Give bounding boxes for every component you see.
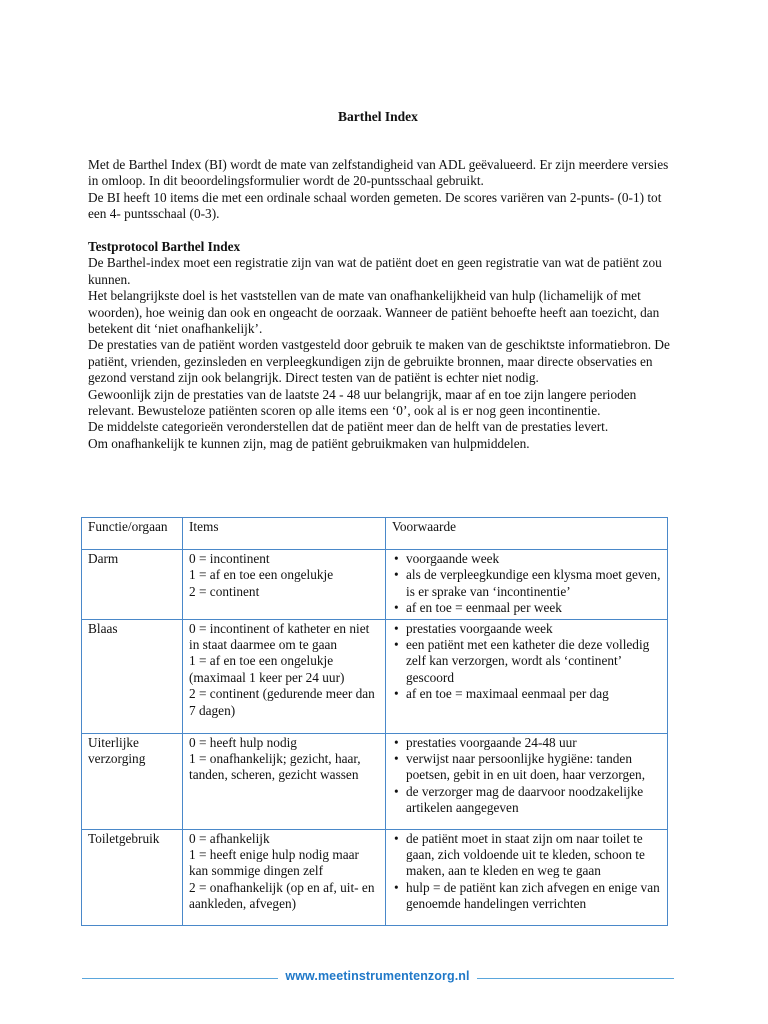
header-conditions: Voorwaarde [386,518,668,550]
conditions-list [392,735,661,817]
items-cell [183,733,386,829]
function-cell: Toiletgebruik [82,829,183,925]
intro-section [88,157,678,223]
barthel-table [81,517,668,926]
function-cell: Uiterlijke verzorging [82,733,183,829]
condition-item: • een patiënt met een katheter die deze volledig zelf kan verzorgen, wordt als ‘continent’ gescoord [392,637,661,686]
condition-item: • de verzorger mag de daarvoor noodzakelijke artikelen aangegeven [392,784,661,817]
item-score: 2 = continent (gedurende meer dan 7 dagen) [189,686,375,718]
item-score: 1 = af en toe een ongelukje [189,567,334,583]
conditions-cell [386,619,668,733]
header-function: Functie/orgaan [82,518,183,550]
footer-rule-left [82,978,278,979]
conditions-cell [386,550,668,620]
condition-item: • als de verpleegkundige een klysma moet geven, is er sprake van ‘incontinentie’ [392,567,661,600]
footer-website-link[interactable]: www.meetinstrumentenzorg.nl [285,969,470,983]
header-items: Items [183,518,386,550]
conditions-list [392,551,661,617]
item-score: 1 = onafhankelijk; gezicht, haar, tanden, scheren, gezicht wassen [189,751,361,783]
condition-item: • de patiënt moet in staat zijn om naar toilet te gaan, zich voldoende uit te kleden, schoon te maken, aan te kleden en weg te gaan [392,831,661,880]
intro-paragraph: Met de Barthel Index (BI) wordt de mate van zelfstandigheid van ADL geëvalueerd. Er zijn meerdere versies in omloop. In dit beoordelingsformulier wordt de 20-puntsschaal gebruikt. [88,157,669,189]
table-row [82,550,668,620]
condition-item: • hulp = de patiënt kan zich afvegen en enige van genoemde handelingen verrichten [392,880,661,913]
items-cell [183,619,386,733]
item-score: 2 = onafhankelijk (op en af, uit- en aankleden, afvegen) [189,879,375,912]
protocol-section [88,239,678,452]
item-score: 0 = incontinent of katheter en niet in staat daarmee om te gaan [189,620,370,653]
protocol-paragraph: De prestaties van de patiënt worden vastgesteld door gebruik te maken van de geschiktste informatiebron. De patiënt, vrienden, gezinsleden en verpleegkundigen zijn de gebruikte bronnen, maar directe observaties en gezond verstand zijn ook belangrijk. Direct testen van de patiënt is echter niet nodig. [88,337,670,386]
function-cell: Darm [82,550,183,620]
function-cell: Blaas [82,619,183,733]
protocol-paragraph: Het belangrijkste doel is het vaststellen van de mate van onafhankelijkheid van hulp (lichamelijk of met woorden), hoe weinig dan ook en ongeacht de oorzaak. Wanneer de patiënt behoefte heeft aan toezicht, dan betekent dit ‘niet onafhankelijk’. [88,288,660,337]
table-row [82,829,668,925]
condition-item: • voorgaande week [392,551,661,567]
condition-item: • af en toe = maximaal eenmaal per dag [392,686,661,702]
conditions-list [392,621,661,703]
table-row [82,733,668,829]
item-score: 1 = heeft enige hulp nodig maar kan sommige dingen zelf [189,847,359,879]
item-score: 0 = incontinent [189,551,270,566]
items-cell [183,550,386,620]
protocol-paragraph: De Barthel-index moet een registratie zijn van wat de patiënt doet en geen registratie van wat de patiënt zou kunnen. [88,255,662,287]
intro-paragraph: De BI heeft 10 items die met een ordinale schaal worden gemeten. De scores variëren van 2-punts- (0-1) tot een 4- puntsschaal (0-3). [88,189,662,222]
protocol-paragraph: Om onafhankelijk te kunnen zijn, mag de patiënt gebruikmaken van hulpmiddelen. [88,435,530,451]
document-title: Barthel Index [338,109,418,124]
item-score: 0 = afhankelijk [189,830,270,846]
item-score: 0 = heeft hulp nodig [189,734,297,750]
table-header-row [82,518,668,550]
items-cell [183,829,386,925]
item-score: 2 = continent [189,583,260,599]
footer-rule-right [477,978,674,979]
protocol-heading: Testprotocol Barthel Index [88,239,241,254]
conditions-cell [386,829,668,925]
protocol-paragraph: Gewoonlijk zijn de prestaties van de laatste 24 - 48 uur belangrijk, maar af en toe zijn langere perioden relevant. Bewusteloze patiënten scoren op alle items een ‘0’, ook al is er nog geen incontinentie. [88,386,637,419]
condition-item: • af en toe = eenmaal per week [392,600,661,616]
conditions-list [392,831,661,913]
condition-item: • prestaties voorgaande 24-48 uur [392,735,661,751]
page-footer [82,968,674,988]
condition-item: • verwijst naar persoonlijke hygiëne: tanden poetsen, gebit in en uit doen, haar verzorgen, [392,751,661,784]
item-score: 1 = af en toe een ongelukje (maximaal 1 keer per 24 uur) [189,653,345,685]
condition-item: • prestaties voorgaande week [392,621,661,637]
conditions-cell [386,733,668,829]
protocol-paragraph: De middelste categorieën veronderstellen dat de patiënt meer dan de helft van de prestaties levert. [88,419,609,435]
table-row [82,619,668,733]
